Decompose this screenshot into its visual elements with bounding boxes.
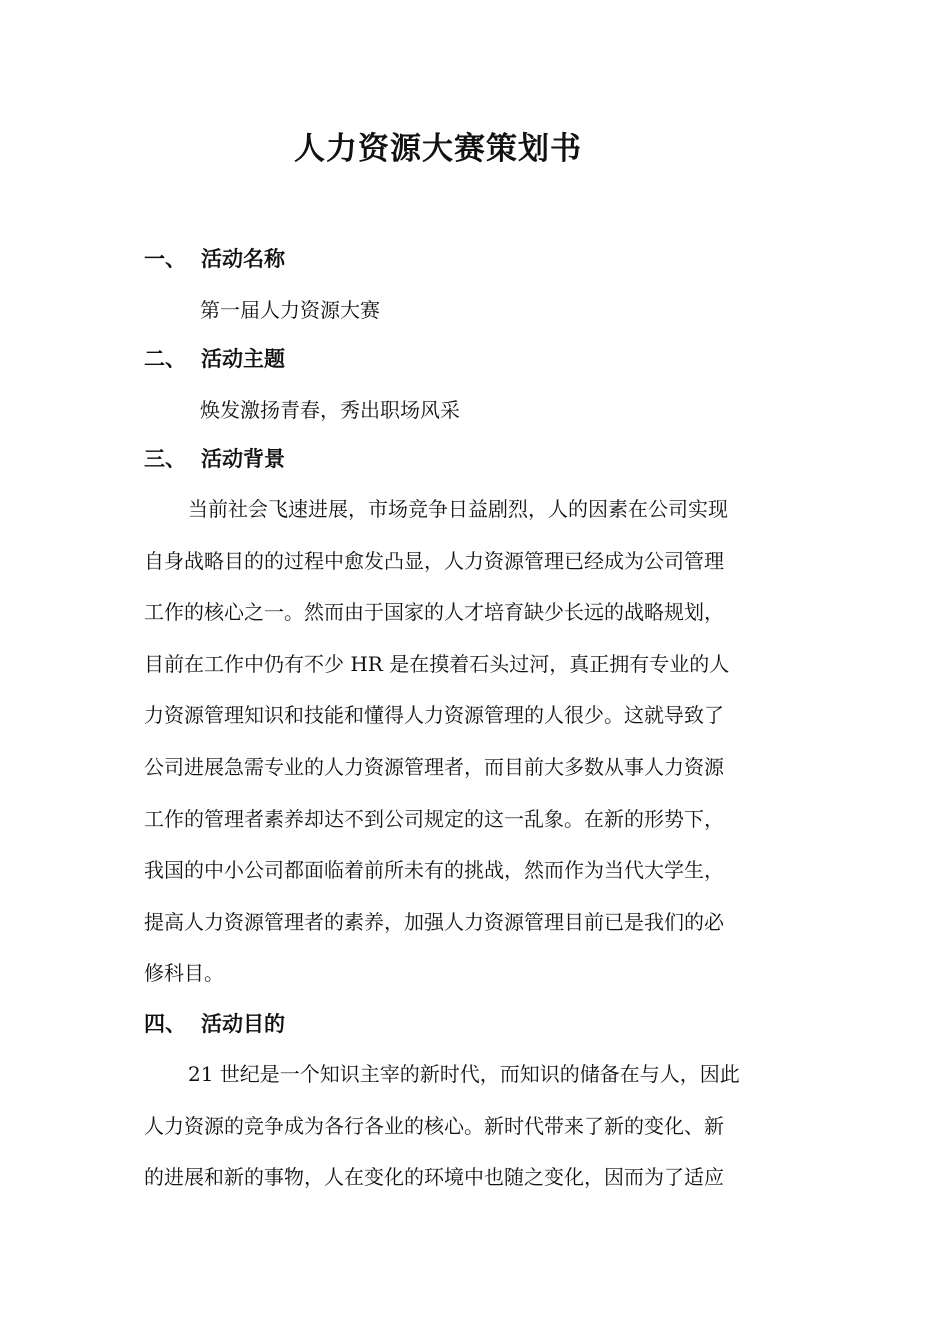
paragraph-line: 人力资源的竞争成为各行各业的核心。新时代带来了新的变化、新 (144, 1113, 724, 1138)
section-number: 四、 (144, 1011, 186, 1036)
paragraph-line: 工作的管理者素养却达不到公司规定的这一乱象。在新的形势下， (144, 806, 724, 831)
section-title: 活动主题 (201, 346, 285, 371)
section-heading-1 (144, 244, 285, 274)
purpose-paragraph (144, 1049, 804, 1204)
paragraph-line: 工作的核心之一。然而由于国家的人才培育缺少长远的战略规划， (144, 600, 724, 625)
activity-name-text: 第一届人力资源大赛 (200, 298, 380, 322)
section-title: 活动目的 (201, 1011, 285, 1036)
paragraph-line: 的进展和新的事物，人在变化的环境中也随之变化，因而为了适应 (144, 1165, 724, 1190)
paragraph-line: 21 世纪是一个知识主宰的新时代，而知识的储备在与人，因此 (188, 1062, 740, 1086)
section-heading-4 (144, 1009, 285, 1039)
section-number: 二、 (144, 346, 186, 371)
background-paragraph (144, 484, 804, 1000)
paragraph-line: 我国的中小公司都面临着前所未有的挑战，然而作为当代大学生， (144, 858, 724, 883)
paragraph-line: 目前在工作中仍有不少 HR 是在摸着石头过河，真正拥有专业的人 (144, 651, 730, 676)
section-number: 一、 (144, 246, 186, 271)
activity-theme-text: 焕发激扬青春，秀出职场风采 (200, 398, 460, 422)
section-title: 活动背景 (201, 446, 285, 471)
paragraph-line: 自身战略目的的过程中愈发凸显，人力资源管理已经成为公司管理 (144, 548, 724, 573)
paragraph-line: 力资源管理知识和技能和懂得人力资源管理的人很少。这就导致了 (144, 703, 724, 728)
section-heading-3 (144, 444, 285, 474)
paragraph-line: 修科目。 (144, 961, 224, 986)
document-title: 人力资源大赛策划书 (294, 131, 582, 167)
paragraph-line: 提高人力资源管理者的素养，加强人力资源管理目前已是我们的必 (144, 909, 724, 934)
paragraph-line: 当前社会飞速进展，市场竞争日益剧烈，人的因素在公司实现 (188, 497, 728, 521)
section-heading-2 (144, 344, 285, 374)
paragraph-line: 公司进展急需专业的人力资源管理者，而目前大多数从事人力资源 (144, 754, 724, 779)
section-number: 三、 (144, 446, 186, 471)
section-title: 活动名称 (201, 246, 285, 271)
